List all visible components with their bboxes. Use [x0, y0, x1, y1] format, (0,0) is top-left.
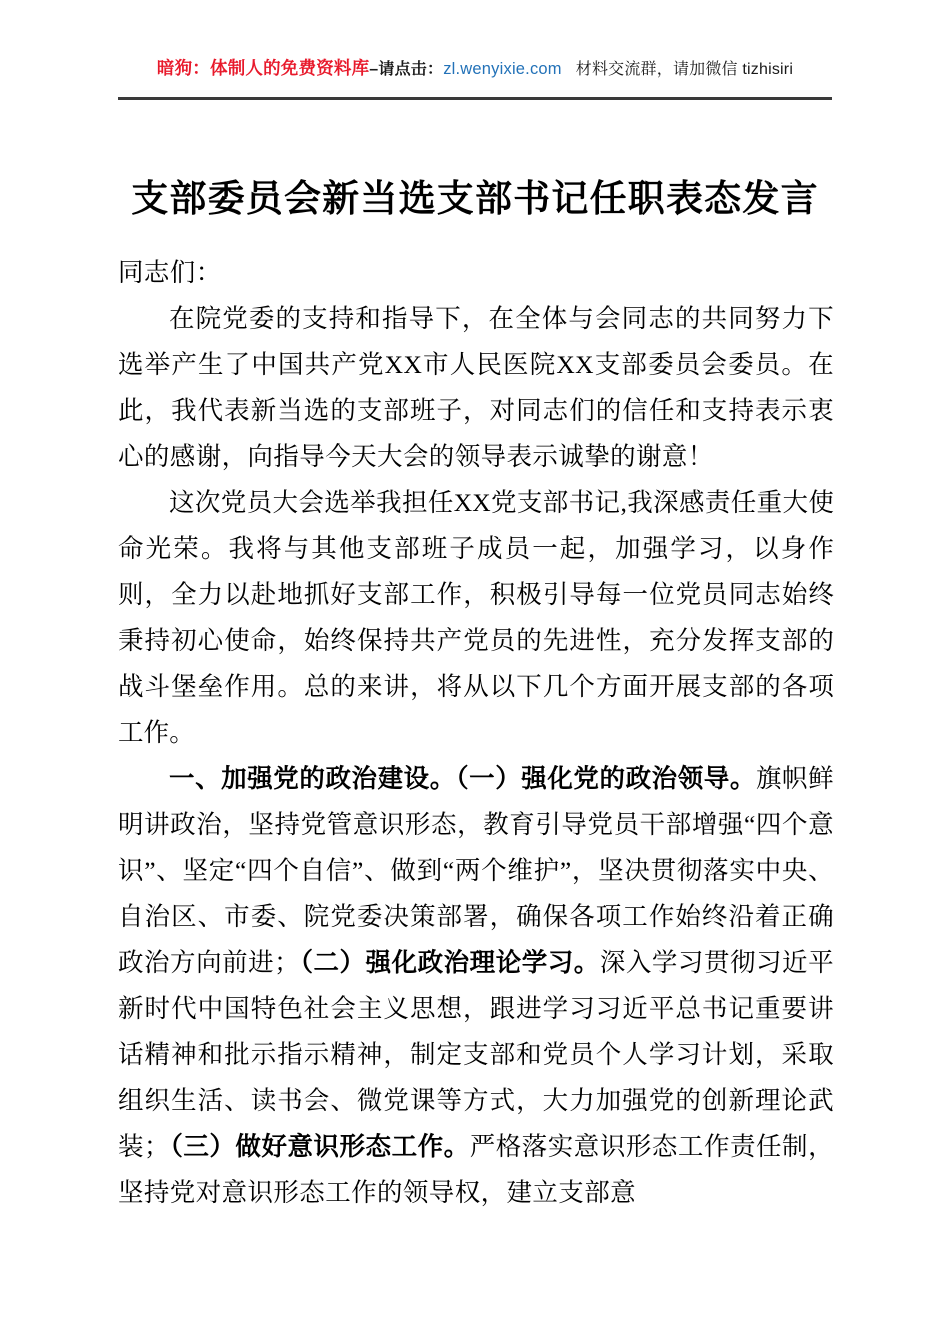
- paragraph-commitment: 这次党员大会选举我担任XX党支部书记,我深感责任重大使命光荣。我将与其他支部班子成员一起，加强学习，以身作则，全力以赴地抓好支部工作，积极引导每一位党员同志始终秉持初心使命，始终保持共产党员的先进性，充分发挥支部的战斗堡垒作用。总的来讲，将从以下几个方面开展支部的各项工作。: [118, 488, 834, 747]
- page-bottom-margin: [0, 1240, 950, 1344]
- paragraph-opening-thanks: 在院党委的支持和指导下，在全体与会同志的共同努力下选举产生了中国共产党XX市人民医院XX支部委员会委员。在此，我代表新当选的支部班子，对同志们的信任和支持表示衷心的感谢，向指导今天大会的领导表示诚挚的谢意！: [118, 304, 834, 471]
- subsection-c-heading: （三）做好意识形态工作。: [169, 1132, 470, 1161]
- promo-click-label: –请点击：: [369, 61, 444, 78]
- subsection-c-text: 严格落实意识形态工作责任制，坚持党对意识形态工作的领导权，建立支部意: [118, 1132, 834, 1207]
- paragraph-section-one: [118, 756, 834, 1216]
- promo-header-line: [118, 58, 832, 80]
- section-heading-one: 一、加强党的政治建设。: [169, 764, 456, 793]
- subsection-a-text: 旗帜鲜明讲政治，坚持党管意识形态，教育引导党员干部增强“四个意识”、坚定“四个自信”、做到“两个维护”，坚决贯彻落实中央、自治区、市委、院党委决策部署，确保各项工作始终沿着正确政治方向前进；: [118, 764, 834, 977]
- promo-header: [118, 58, 832, 80]
- promo-brand-text: 暗狗：体制人的免费资料库: [156, 58, 370, 78]
- document-body: [118, 250, 834, 1216]
- subsection-b-text: 深入学习贯彻习近平新时代中国特色社会主义思想，跟进学习习近平总书记重要讲话精神和批示指示精神，制定支部和党员个人学习计划，采取组织生活、读书会、微党课等方式，大力加强党的创新理论武装；: [118, 948, 834, 1161]
- promo-header-divider: [118, 97, 832, 100]
- promo-contact-text: 材料交流群，请加微信 tizhisiri: [575, 61, 794, 78]
- salutation-line: 同志们：: [118, 258, 222, 287]
- subsection-a-heading: （一）强化党的政治领导。: [455, 764, 756, 793]
- page-title: 支部委员会新当选支部书记任职表态发言: [131, 175, 819, 220]
- subsection-b-heading: （二）强化政治理论学习。: [300, 948, 600, 977]
- promo-url-link[interactable]: zl.wenyixie.com: [443, 60, 562, 78]
